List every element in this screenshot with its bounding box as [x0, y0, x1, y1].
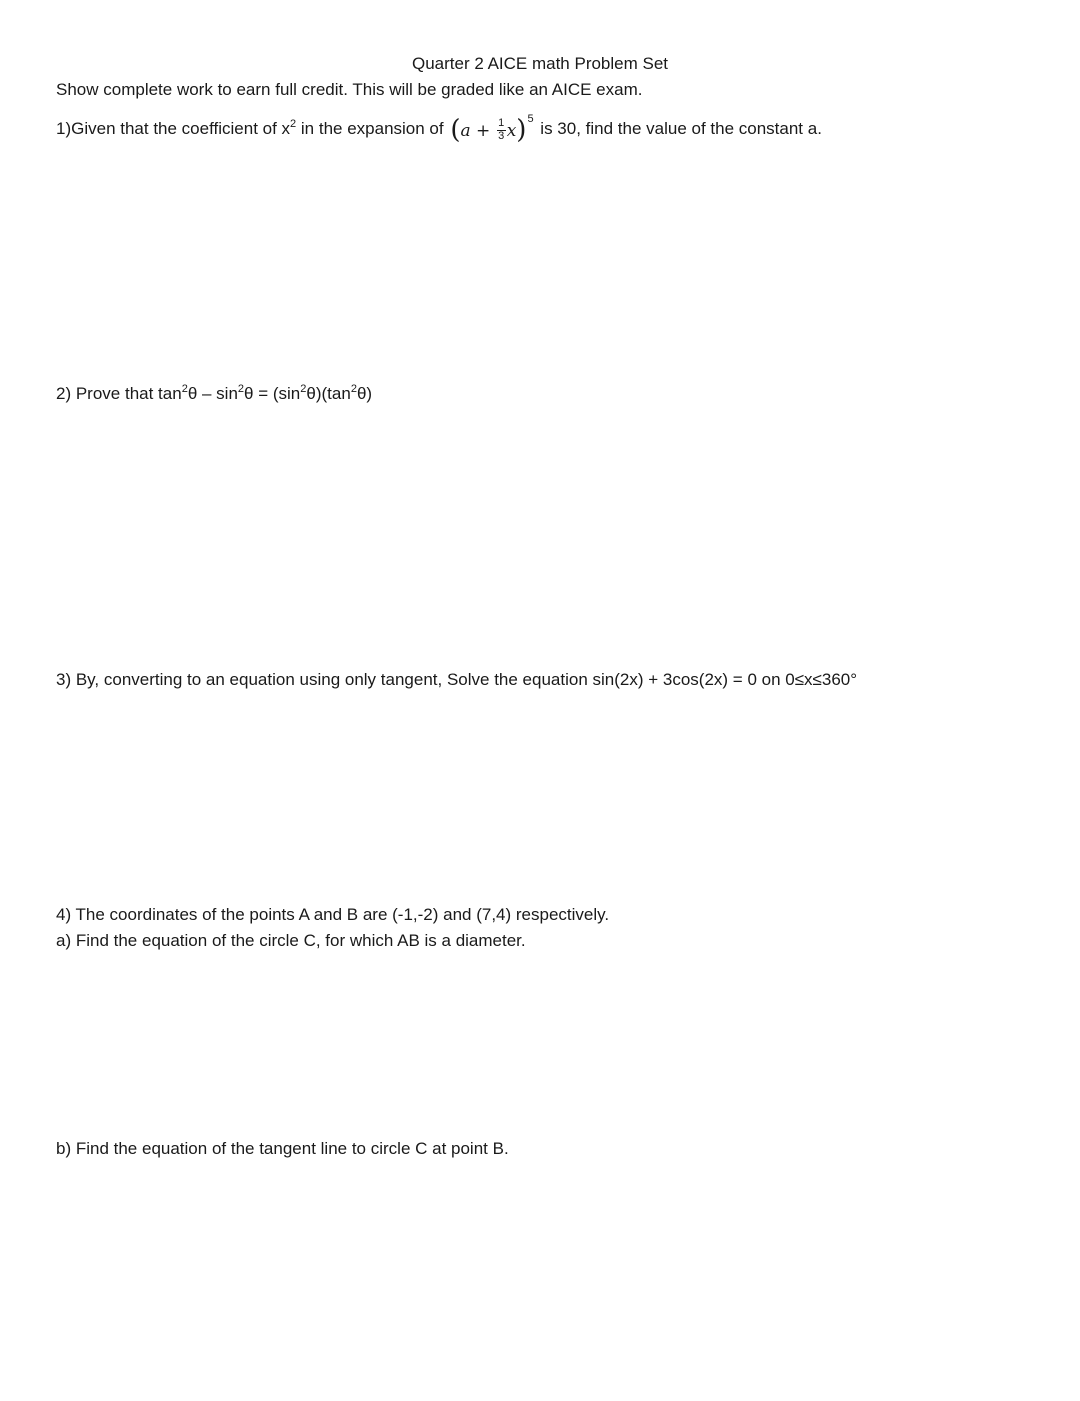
q2-part: θ) [356, 384, 373, 403]
q2-exponent: 2 [237, 383, 245, 395]
page-title: Quarter 2 AICE math Problem Set [411, 54, 669, 73]
q1-suffix: is 30, find the value of the constant a. [535, 119, 822, 138]
question-1 [56, 113, 822, 145]
question-4b: b) Find the equation of the tangent line to circle C at point B. [56, 1139, 509, 1158]
fraction-numerator: 1 [498, 117, 505, 129]
question-4-stem: 4) The coordinates of the points A and B are (-1,-2) and (7,4) respectively. [56, 905, 610, 924]
q1-mid: in the expansion of [296, 119, 449, 138]
q1-exponent: 2 [290, 118, 297, 130]
q2-part: θ = (sin [244, 384, 301, 403]
instructions-text: Show complete work to earn full credit. This will be graded like an AICE exam. [56, 80, 643, 99]
power-exponent: 5 [527, 113, 534, 125]
question-4a: a) Find the equation of the circle C, for which AB is a diameter. [56, 931, 526, 950]
var-a: a [460, 121, 471, 141]
close-paren: ) [516, 115, 527, 145]
plus-sign: + [470, 121, 496, 141]
binomial-expression [450, 113, 534, 145]
q2-exponent: 2 [181, 383, 188, 395]
open-paren: ( [450, 115, 461, 145]
fraction-one-third [497, 118, 506, 142]
var-x: x [506, 121, 517, 141]
q2-exponent: 2 [300, 383, 307, 395]
q2-exponent: 2 [350, 383, 357, 395]
q2-part: θ – sin [187, 384, 238, 403]
q2-part: θ)(tan [306, 384, 351, 403]
q1-prefix: 1)Given that the coefficient of x [56, 119, 291, 138]
fraction-denominator: 3 [498, 130, 505, 142]
q2-part: 2) Prove that tan [56, 384, 182, 403]
question-3: 3) By, converting to an equation using only tangent, Solve the equation sin(2x) + 3cos(2x) = 0 on 0≤x≤360° [56, 670, 858, 689]
question-2 [56, 384, 372, 404]
